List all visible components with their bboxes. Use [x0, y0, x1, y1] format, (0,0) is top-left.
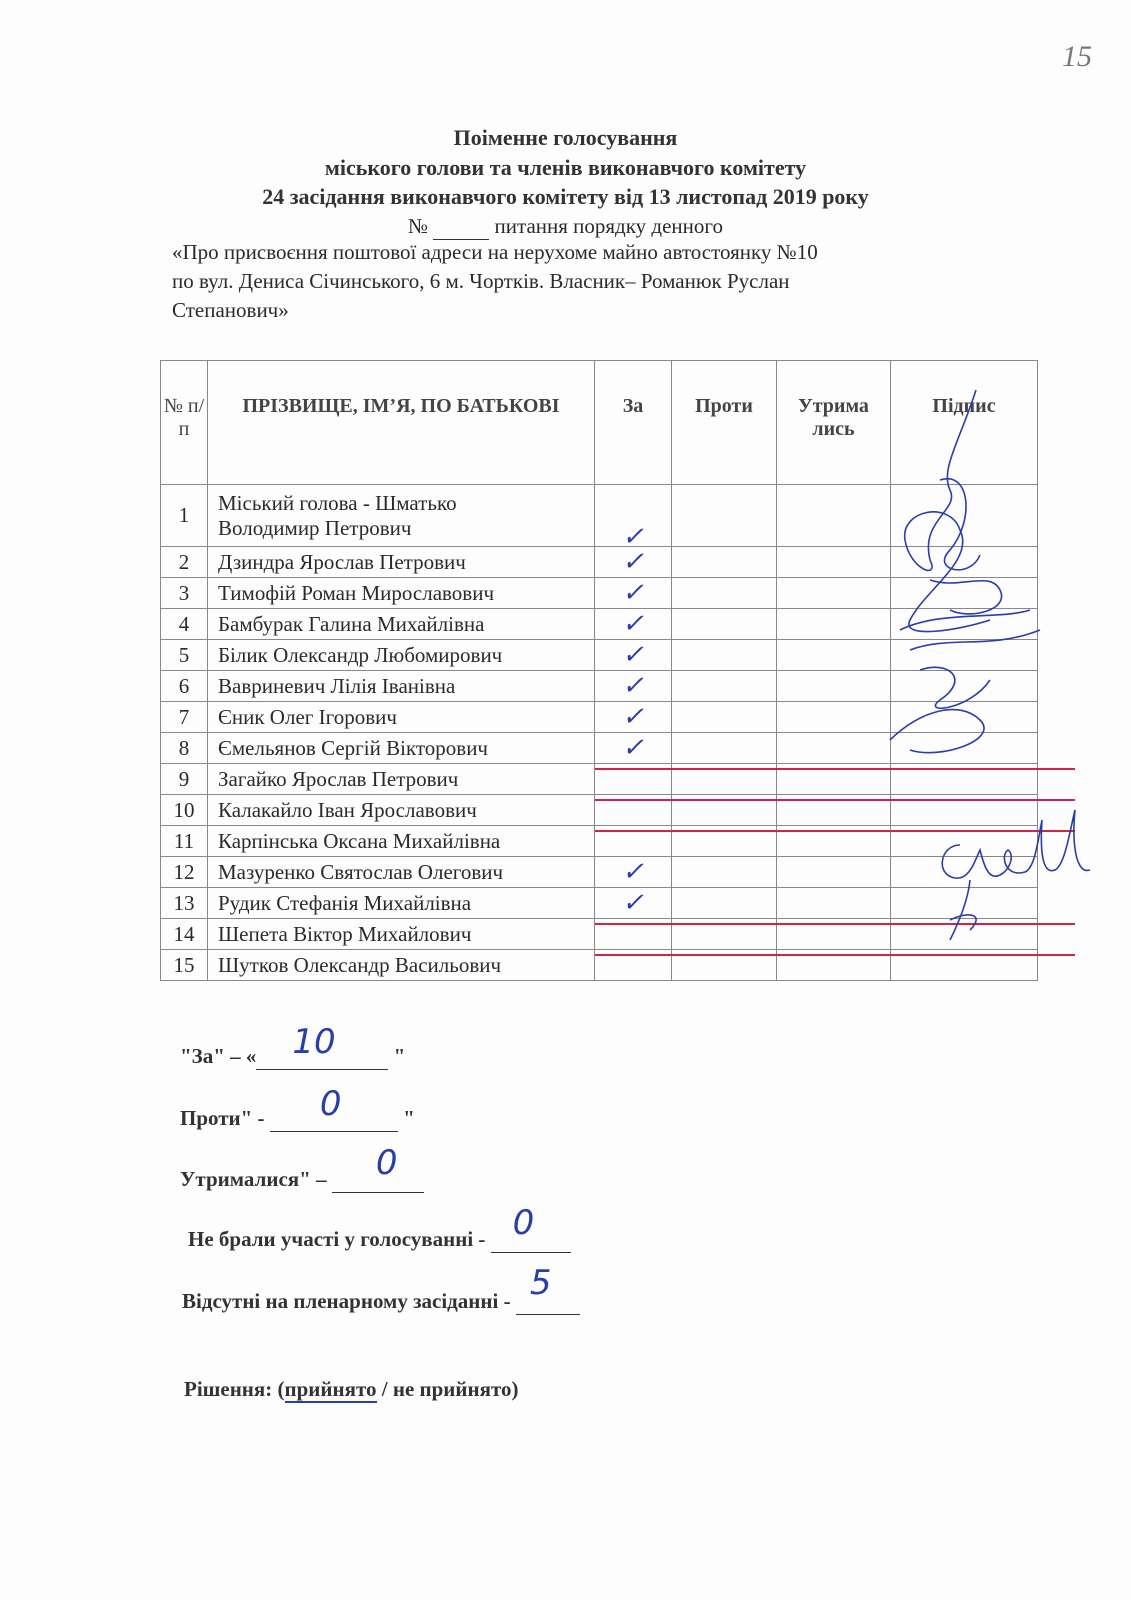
row-name-line: Білик Олександр Любомирович — [218, 642, 503, 667]
tally-utrym-blank — [332, 1143, 424, 1193]
row-proty — [672, 609, 777, 640]
row-utrymalys — [777, 609, 891, 640]
table-row — [161, 888, 1038, 919]
row-za — [595, 485, 672, 551]
row-za — [595, 547, 672, 578]
row-name — [208, 485, 595, 547]
tally-za-blank — [256, 1022, 388, 1070]
tally-za — [180, 1022, 406, 1070]
row-name — [208, 764, 595, 795]
tally-proty-label: Проти" - — [180, 1106, 265, 1130]
tally-vidsutni-blank — [516, 1263, 580, 1315]
tally-utrym-label: Утрималися" – — [180, 1167, 327, 1191]
table-row — [161, 857, 1038, 888]
row-proty — [672, 640, 777, 671]
row-name-line: Дзиндра Ярослав Петрович — [218, 549, 466, 574]
tally-proty-blank — [270, 1084, 398, 1132]
tally-vidsutni-value: 5 — [529, 1263, 552, 1303]
row-proty — [672, 702, 777, 733]
checkmark-icon: ✓ — [622, 578, 644, 607]
row-number: 10 — [161, 795, 208, 826]
header-proty: Проти — [672, 361, 777, 485]
row-name — [208, 547, 595, 578]
row-proty — [672, 547, 777, 578]
tally-proty-close: " — [403, 1106, 415, 1130]
checkmark-icon: ✓ — [622, 522, 644, 551]
tally-proty-value: 0 — [319, 1084, 342, 1124]
row-number: 13 — [161, 888, 208, 919]
tally-proty — [180, 1084, 415, 1132]
row-name-line: Мазуренко Святослав Олегович — [218, 859, 504, 884]
row-name — [208, 702, 595, 733]
tally-za-label: "За" – « — [180, 1044, 257, 1068]
row-za — [595, 671, 672, 702]
row-name-line: Ємельянов Сергій Вікторович — [218, 735, 488, 760]
header-name: ПРІЗВИЩЕ, ІМ’Я, ПО БАТЬКОВІ — [208, 361, 595, 485]
row-number: 1 — [161, 485, 208, 547]
row-number: 2 — [161, 547, 208, 578]
row-utrymalys — [777, 857, 891, 888]
tally-vidsutni — [182, 1263, 580, 1315]
row-name-line: Загайко Ярослав Петрович — [218, 766, 459, 791]
subject-line-1: «Про присвоєння поштової адреси на нерухоме майно автостоянку №10 — [172, 240, 818, 264]
row-name — [208, 733, 595, 764]
tally-utrym — [180, 1143, 424, 1193]
row-number: 6 — [161, 671, 208, 702]
title-line-3: 24 засідання виконавчого комітету від 13 листопад 2019 року — [262, 184, 869, 209]
tally-nebraly-value: 0 — [512, 1203, 535, 1243]
row-utrymalys — [777, 640, 891, 671]
row-utrymalys — [777, 733, 891, 764]
row-za — [595, 640, 672, 671]
checkmark-icon: ✓ — [622, 888, 644, 917]
title-line-1: Поіменне голосування — [453, 125, 678, 150]
row-proty — [672, 485, 777, 547]
row-proty — [672, 671, 777, 702]
subject-block — [172, 238, 992, 325]
checkmark-icon: ✓ — [622, 702, 644, 731]
subject-line-2: по вул. Дениса Січинського, 6 м. Чортків. Власник– Романюк Руслан — [172, 269, 790, 293]
row-name — [208, 671, 595, 702]
row-za — [595, 733, 672, 764]
tally-utrym-value: 0 — [375, 1143, 398, 1183]
row-name — [208, 919, 595, 950]
row-name-line: Рудик Стефанія Михайлівна — [218, 890, 472, 915]
row-name-line: Вавриневич Лілія Іванівна — [218, 673, 456, 698]
row-name-line: Калакайло Іван Ярославович — [218, 797, 477, 822]
row-number: 11 — [161, 826, 208, 857]
row-name-line: Бамбурак Галина Михайлівна — [218, 611, 485, 636]
row-utrymalys — [777, 671, 891, 702]
tally-nebraly-blank — [491, 1203, 571, 1253]
row-name — [208, 640, 595, 671]
row-name-line: Єник Олег Ігорович — [218, 704, 397, 729]
row-utrymalys — [777, 702, 891, 733]
row-za — [595, 702, 672, 733]
decision-label: Рішення: ( — [184, 1377, 285, 1401]
row-za — [595, 857, 672, 888]
row-za — [595, 888, 672, 919]
agenda-suffix: питання порядку денного — [494, 214, 723, 238]
header-utrymalys: Утрима лись — [777, 361, 891, 485]
header-num: № п/ п — [161, 361, 208, 485]
tally-nebraly — [188, 1203, 571, 1253]
decision-accepted: прийнято — [284, 1377, 377, 1401]
tally-za-close: " — [393, 1044, 406, 1068]
row-name-line: Карпінська Оксана Михайлівна — [218, 828, 501, 853]
row-name — [208, 857, 595, 888]
header-za: За — [595, 361, 672, 485]
row-name-line: Шутков Олександр Васильович — [218, 952, 502, 977]
row-utrymalys — [777, 485, 891, 547]
page-number: 15 — [1062, 40, 1092, 73]
row-number: 8 — [161, 733, 208, 764]
row-number: 12 — [161, 857, 208, 888]
row-name-line: Тимофій Роман Мирославович — [218, 580, 495, 605]
row-number: 15 — [161, 950, 208, 981]
row-name — [208, 888, 595, 919]
row-za — [595, 578, 672, 609]
row-number: 9 — [161, 764, 208, 795]
checkmark-icon: ✓ — [622, 671, 644, 700]
row-name — [208, 950, 595, 981]
tally-vidsutni-label: Відсутні на пленарному засіданні - — [182, 1289, 511, 1313]
row-utrymalys — [777, 578, 891, 609]
row-utrymalys — [777, 547, 891, 578]
row-name-line: Шепета Віктор Михайлович — [218, 921, 472, 946]
checkmark-icon: ✓ — [622, 857, 644, 886]
row-number: 7 — [161, 702, 208, 733]
checkmark-icon: ✓ — [622, 640, 644, 669]
row-za — [595, 609, 672, 640]
row-proty — [672, 857, 777, 888]
row-name-line-2: Володимир Петрович — [218, 515, 412, 540]
checkmark-icon: ✓ — [622, 547, 644, 576]
checkmark-icon: ✓ — [622, 733, 644, 762]
row-number: 5 — [161, 640, 208, 671]
signature-mazurenko — [930, 800, 1100, 990]
row-name — [208, 826, 595, 857]
checkmark-icon: ✓ — [622, 609, 644, 638]
row-proty — [672, 733, 777, 764]
title-line-2: міського голови та членів виконавчого комітету — [324, 155, 807, 180]
row-number: 3 — [161, 578, 208, 609]
row-number: 14 — [161, 919, 208, 950]
row-proty — [672, 888, 777, 919]
tally-za-value: 10 — [292, 1022, 336, 1062]
decision-line — [184, 1377, 519, 1402]
row-name — [208, 609, 595, 640]
decision-close: ) — [511, 1377, 519, 1401]
decision-separator: / — [376, 1377, 393, 1401]
row-name-line: Міський голова - Шматько — [218, 490, 457, 515]
row-utrymalys — [777, 888, 891, 919]
tally-nebraly-label: Не брали участі у голосуванні - — [188, 1227, 486, 1251]
subject-line-3: Степанович» — [172, 298, 289, 322]
row-name — [208, 795, 595, 826]
row-name — [208, 578, 595, 609]
header-pidpys: Підпис — [891, 361, 1038, 485]
decision-rejected: не прийнято — [392, 1377, 512, 1401]
agenda-number-blank — [433, 214, 489, 240]
row-number: 4 — [161, 609, 208, 640]
agenda-item-line — [0, 214, 1131, 240]
agenda-number-prefix: № — [408, 214, 429, 238]
signatures-scribble — [880, 380, 1060, 780]
row-proty — [672, 578, 777, 609]
